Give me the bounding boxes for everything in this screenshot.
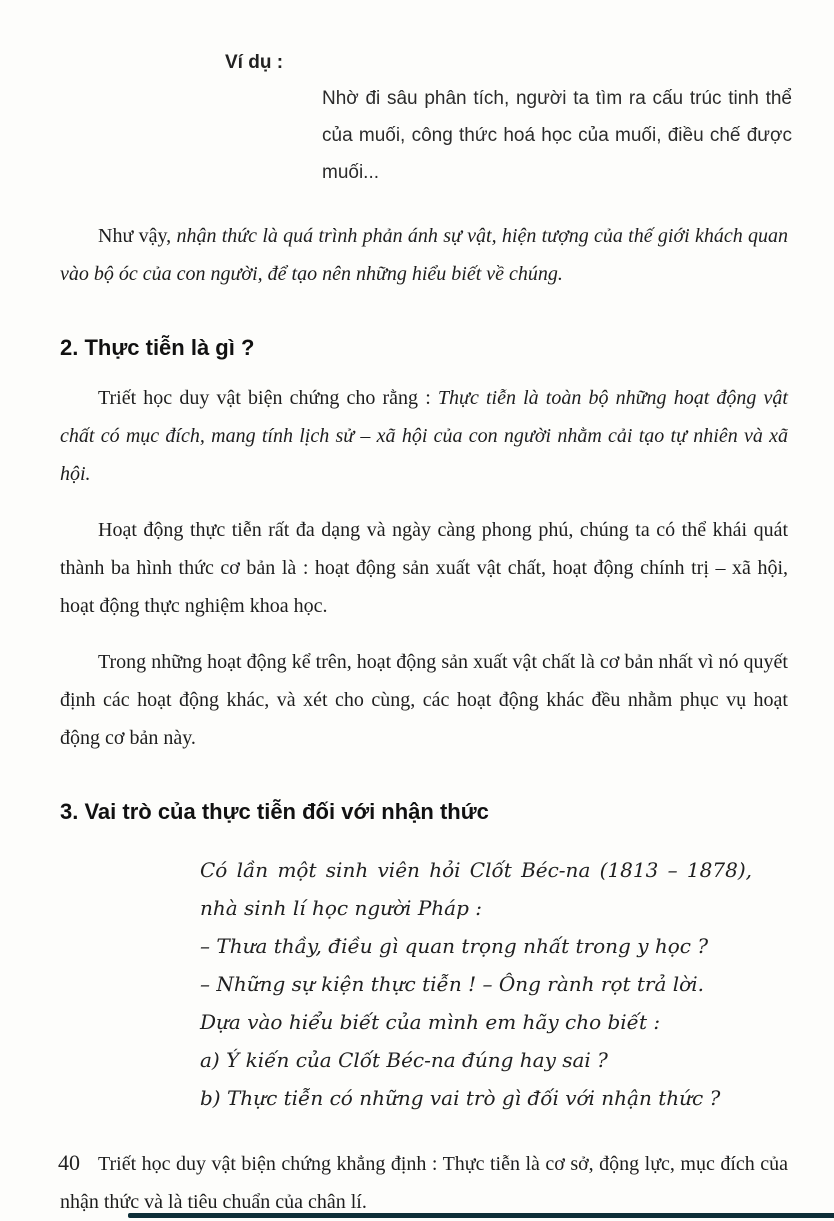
story-line: – Thưa thầy, điều gì quan trọng nhất trong y học ?: [200, 934, 709, 958]
paragraph-nhan-thuc-definition: [60, 217, 788, 293]
story-line: – Những sự kiện thực tiễn ! – Ông rành rọt trả lời.: [200, 972, 704, 996]
story-line: Có lần một sinh viên hỏi Clốt Béc-na (1813 – 1878), nhà sinh lí học người Pháp :: [200, 858, 752, 920]
thuc-tien-definition-italic: Thực tiễn là toàn bộ những hoạt động vật chất có mục đích, mang tính lịch sử – xã hội của con người nhằm cải tạo tự nhiên và xã hội.: [60, 387, 788, 485]
scan-edge-artifact: [128, 1213, 834, 1218]
story-line: a) Ý kiến của Clốt Béc-na đúng hay sai ?: [200, 1048, 608, 1072]
paragraph-lead: Triết học duy vật biện chứng cho rằng :: [98, 387, 438, 409]
section-2-paragraph-2: Hoạt động thực tiễn rất đa dạng và ngày càng phong phú, chúng ta có thể khái quát thành ba hình thức cơ bản là : hoạt động sản xuất vật chất, hoạt động chính trị – xã hội, hoạt động thực nghiệm khoa học.: [60, 519, 788, 617]
handwritten-story-block: [200, 851, 752, 1117]
story-line: b) Thực tiễn có những vai trò gì đối với nhận thức ?: [200, 1086, 721, 1110]
story-line: Dựa vào hiểu biết của mình em hãy cho biết :: [200, 1010, 661, 1034]
section-2-paragraph-3: Trong những hoạt động kể trên, hoạt động sản xuất vật chất là cơ bản nhất vì nó quyết định các hoạt động khác, và xét cho cùng, các hoạt động khác đều nhằm phục vụ hoạt động cơ bản này.: [60, 651, 788, 749]
example-body: Nhờ đi sâu phân tích, người ta tìm ra cấu trúc tinh thể của muối, công thức hoá học của muối, điều chế được muối...: [322, 88, 792, 183]
paragraph-definition-italic: nhận thức là quá trình phản ánh sự vật, hiện tượng của thế giới khách quan vào bộ óc của con người, để tạo nên những hiểu biết về chúng.: [60, 225, 788, 285]
section-3-final-paragraph: Triết học duy vật biện chứng khẳng định : Thực tiễn là cơ sở, động lực, mục đích của nhận thức và là tiêu chuẩn của chân lí.: [60, 1153, 788, 1213]
section-2-paragraph-1: [60, 379, 788, 493]
section-2-heading: 2. Thực tiễn là gì ?: [60, 335, 255, 360]
section-3-heading: 3. Vai trò của thực tiễn đối với nhận thức: [60, 799, 489, 824]
page-number: 40: [58, 1150, 80, 1175]
paragraph-lead: Như vậy,: [98, 225, 177, 247]
example-label: Ví dụ :: [225, 52, 284, 73]
